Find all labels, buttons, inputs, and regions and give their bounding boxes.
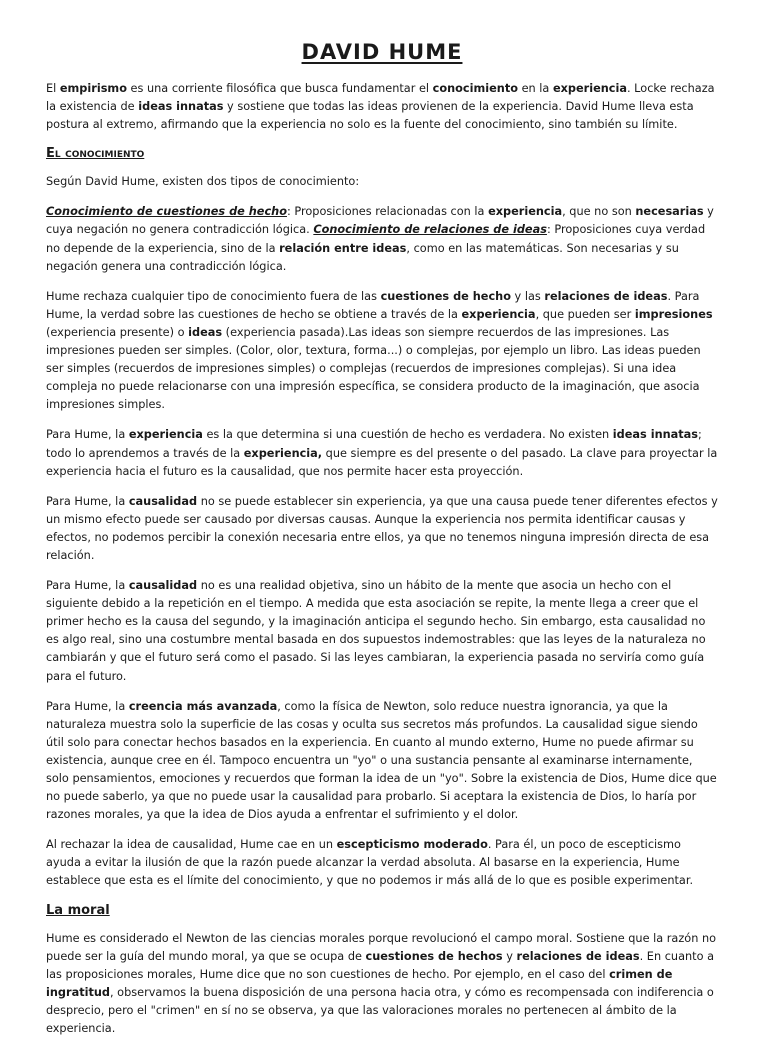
document-page	[46, 40, 718, 1050]
text-run: . En cuanto a las proposiciones morales, Hume dice que no son cuestiones de hecho. Por ejemplo, en el caso del	[46, 949, 715, 981]
text-run: , como en las matemáticas. Son necesarias y su negación genera una contradicción lógica.	[46, 241, 679, 273]
key-term: impresiones	[634, 307, 713, 321]
paragraph	[46, 173, 718, 191]
key-term: experiencia	[552, 82, 627, 95]
key-term: crimen de ingratitud	[46, 967, 673, 999]
text-run: : Proposiciones cuya verdad no depende de la experiencia, sino de la	[46, 223, 706, 255]
paragraph	[46, 930, 718, 1039]
key-term: ideas	[188, 325, 223, 339]
text-run: . Para Hume, la verdad sobre las cuestiones de hecho se obtiene a través de la	[46, 289, 700, 321]
key-term: causalidad	[128, 579, 198, 593]
key-term: cuestiones de hecho	[380, 289, 511, 303]
section-heading-conocimiento: El conocimiento	[46, 146, 145, 162]
text-run: (experiencia presente) o	[46, 325, 189, 339]
text-run: es una corriente filosófica que busca fundamentar el	[126, 82, 433, 95]
key-term: empirismo	[59, 82, 127, 95]
key-term: necesarias	[635, 205, 704, 219]
key-term: relaciones de ideas	[544, 289, 668, 303]
text-run: Para Hume, la	[46, 579, 129, 593]
text-run: en la	[518, 82, 553, 95]
text-run: Hume es considerado el Newton de las ciencias morales porque revolucionó el campo moral. Sostiene que la razón no puede ser la guía del mundo moral, ya que se ocupa de	[46, 931, 717, 963]
text-run: ; todo lo aprendemos a través de la	[46, 428, 702, 460]
key-term: conocimiento	[432, 82, 518, 95]
paragraph	[46, 698, 718, 825]
paragraph	[46, 836, 718, 890]
page-title: DAVID HUME	[301, 40, 463, 64]
text-run: , que no son	[562, 205, 636, 219]
paragraph	[46, 203, 718, 275]
key-term: ideas innatas	[612, 428, 699, 442]
key-term: relación entre ideas	[279, 241, 407, 255]
key-term: relaciones de ideas	[516, 949, 640, 963]
text-run: . Para él, un poco de escepticismo ayuda a evitar la ilusión de que la razón puede alcanzar la verdad absoluta. Al basarse en la experiencia, Hume establece que esta es el límite del conocimiento, y que no podemos ir más allá de lo que es posible experimentar.	[46, 838, 694, 888]
emphasized-term: Conocimiento de cuestiones de hecho	[46, 205, 287, 219]
text-run: y cuya negación no genera contradicción lógica.	[46, 205, 714, 237]
key-term: experiencia	[488, 205, 563, 219]
text-run: , como la física de Newton, solo reduce nuestra ignorancia, ya que la naturaleza muestra solo la superficie de las cosas y oculta sus secretos más profundos. La causalidad sigue siendo útil solo para conectar hechos basados en la experiencia. En cuanto al mundo externo, Hume no puede afirmar su existencia, aunque cree en él. Tampoco encuentra un "yo" o una sustancia pensante al examinarse internamente, solo pensamientos, emociones y recuerdos que forman la idea de un "yo". Sobre la existencia de Dios, Hume dice que no puede saberlo, ya que no puede usar la causalidad para probarlo. Si aceptara la existencia de Dios, lo haría por razones morales, ya que la idea de Dios ayuda a enfrentar el sufrimiento y el dolor.	[46, 699, 717, 822]
text-run: Para Hume, la	[46, 494, 129, 508]
text-run: no se puede establecer sin experiencia, ya que una causa puede tener diferentes efectos y un mismo efecto puede ser causado por diversas causas. Aunque la experiencia nos permita identificar causas y efectos, no podemos percibir la conexión necesaria entre ellos, ya que no tenemos ninguna impresión directa de esa relación.	[46, 494, 718, 562]
intro-paragraph	[46, 80, 718, 134]
paragraph	[46, 577, 718, 686]
section-heading-moral: La moral	[46, 902, 110, 918]
text-run: que siempre es del presente o del pasado. La clave para proyectar la experiencia hacia el futuro es la causalidad, que nos permite hacer esta proyección.	[46, 446, 718, 478]
paragraph	[46, 288, 718, 415]
text-run: Según David Hume, existen dos tipos de conocimiento:	[46, 175, 360, 189]
text-run: Para Hume, la	[46, 428, 129, 442]
text-run: y las	[510, 289, 545, 303]
key-term: experiencia,	[243, 446, 323, 460]
text-run: y sostiene que todas las ideas provienen de la experiencia. David Hume lleva esta postura al extremo, afirmando que la experiencia no solo es la fuente del conocimiento, sino también su límite.	[46, 100, 694, 132]
text-run: , observamos la buena disposición de una persona hacia otra, y cómo es recompensada con indiferencia o desprecio, pero el "crimen" en sí no se observa, ya que las valoraciones morales no pertenecen al ámbito de la experiencia.	[46, 985, 714, 1036]
key-term: cuestiones de hechos	[365, 949, 503, 963]
text-run: El	[46, 82, 60, 95]
key-term: experiencia	[128, 428, 203, 442]
key-term: creencia más avanzada	[128, 699, 278, 713]
key-term: experiencia	[461, 307, 536, 321]
text-run: es la que determina si una cuestión de hecho es verdadera. No existen	[202, 428, 613, 442]
text-run: Hume rechaza cualquier tipo de conocimiento fuera de las	[46, 289, 381, 303]
emphasized-term: Conocimiento de relaciones de ideas	[313, 223, 547, 237]
text-run: . Locke rechaza la existencia de	[46, 82, 715, 114]
paragraph	[46, 493, 718, 565]
text-run: (experiencia pasada).Las ideas son siempre recuerdos de las impresiones. Las impresiones pueden ser simples. (Color, olor, textura, forma...) o complejas, por ejemplo un libro. Las ideas pueden ser simples (recuerdos de impresiones simples) o complejas (recuerdos de impresiones complejas). Si una idea compleja no puede relacionarse con una impresión específica, se considera producto de la imaginación, que asocia impresiones simples.	[46, 325, 701, 412]
key-term: escepticismo moderado	[336, 838, 488, 852]
key-term: causalidad	[128, 494, 198, 508]
text-run: y	[502, 949, 517, 963]
text-run: Al rechazar la idea de causalidad, Hume cae en un	[46, 838, 337, 852]
text-run: : Proposiciones relacionadas con la	[286, 205, 489, 219]
text-run: no es una realidad objetiva, sino un hábito de la mente que asocia un hecho con el siguiente debido a la repetición en el tiempo. A medida que esta asociación se repite, la mente llega a creer que el primer hecho es la causa del segundo, y la imaginación anticipa el segundo hecho. Sin embargo, esta causalidad no es algo real, sino una costumbre mental basada en dos supuestos indemostrables: que las leyes de la naturaleza no cambiarán y que el futuro será como el pasado. Si las leyes cambiaran, la experiencia pasada no serviría como guía para el futuro.	[46, 579, 706, 683]
key-term: ideas innatas	[138, 100, 224, 114]
paragraph	[46, 426, 718, 480]
text-run: Para Hume, la	[46, 699, 129, 713]
text-run: , que pueden ser	[535, 307, 635, 321]
